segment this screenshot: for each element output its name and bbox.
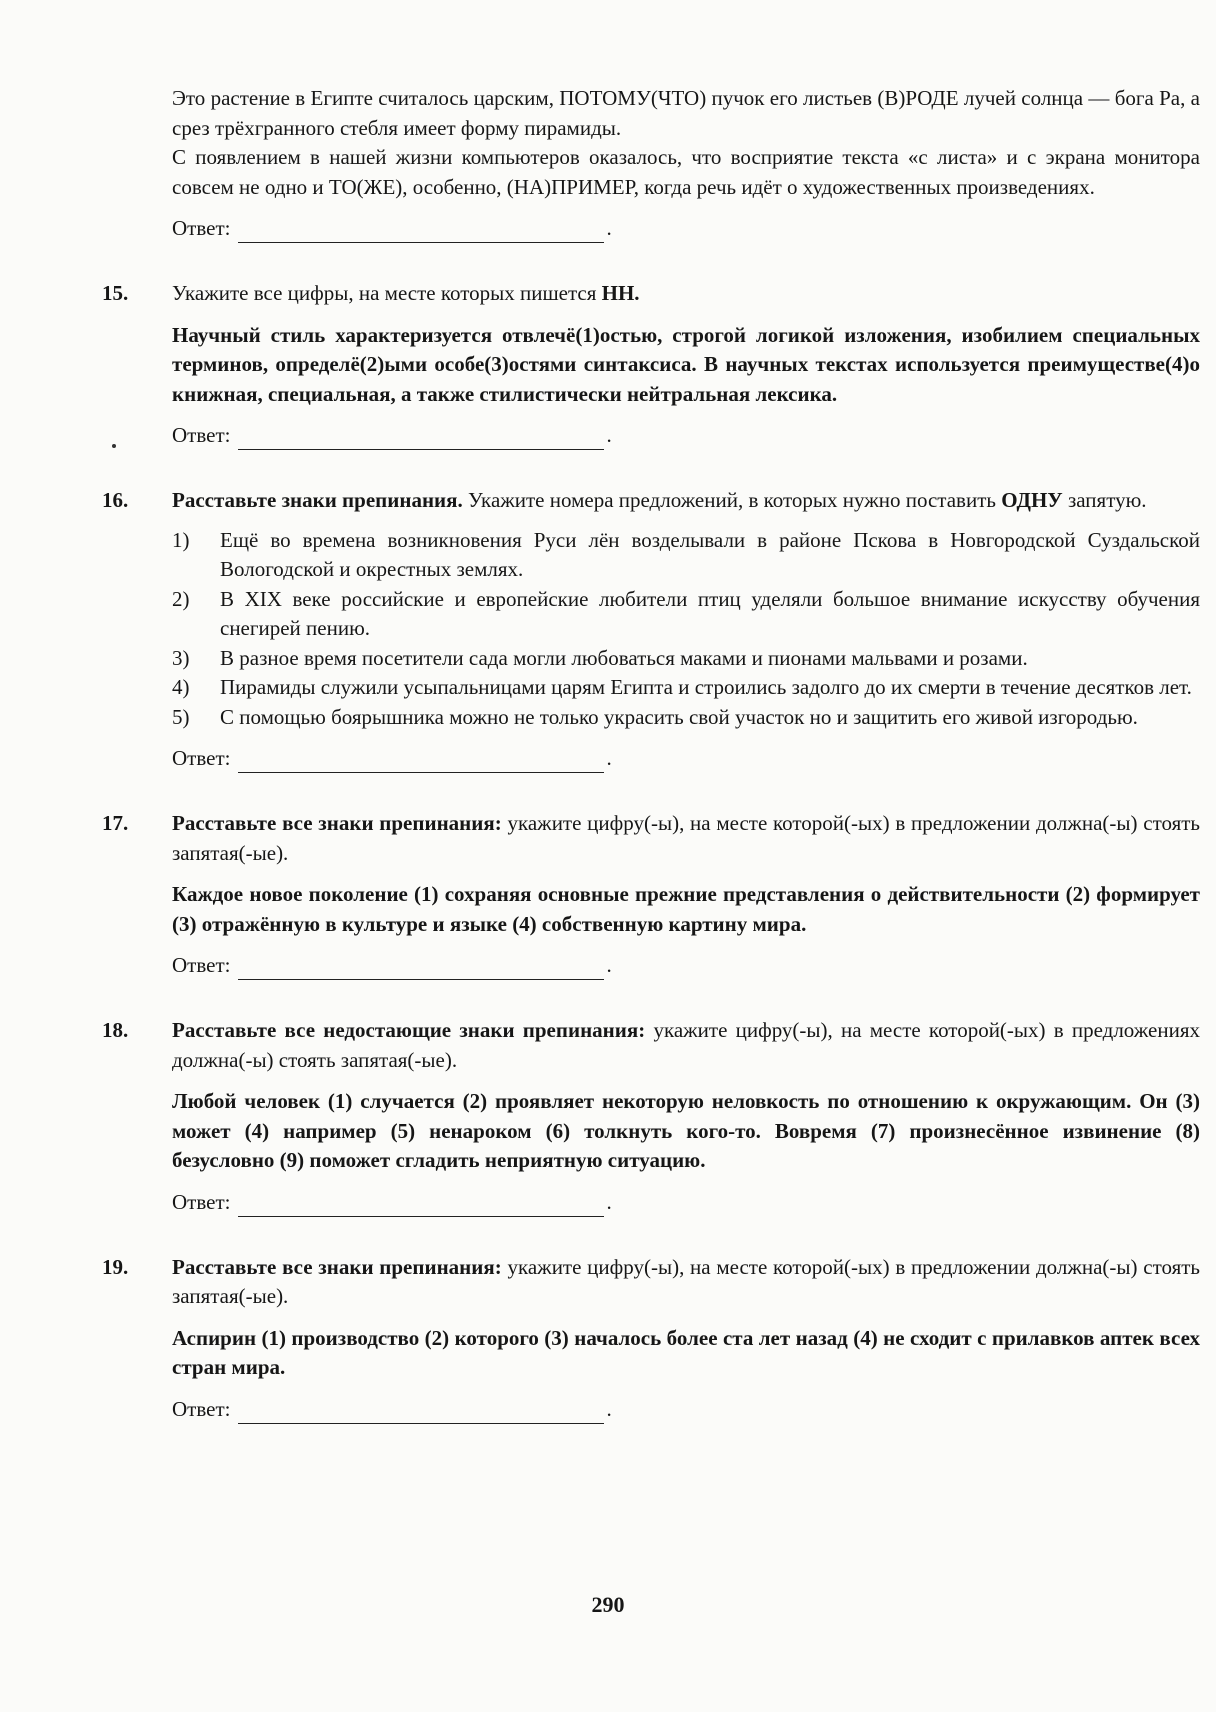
intro-paragraph-1: Это растение в Египте считалось царским, ПОТОМУ(ЧТО) пучок его листьев (В)РОДЕ лучей солнца — бога Ра, а срез трёхгранного стебля имеет форму пирамиды. [172,86,1200,140]
task-body [172,1253,1200,1383]
task-body [172,486,1200,732]
item-number: 3) [172,645,190,670]
answer-label: Ответ: [172,953,231,977]
answer-field[interactable] [238,1401,604,1424]
answer-end: . [606,746,612,770]
answer-end: . [606,1189,612,1214]
task-17 [102,809,1200,939]
instruction-emphasis: Расставьте все знаки препинания: [172,811,502,835]
task-example: Научный стиль характеризуется отвлечё(1)остью, строгой логикой изложения, изобилием специальных терминов, определё(2)ыми особе(3)остями синтаксиса. В научных текстах используется преимуществе(4)о книжная, специальная, а также стилистически нейтральная лексика. [172,322,1200,406]
task-body [172,279,1200,409]
instruction-text: укажите цифру(-ы), на месте которой(-ых) в предложениях должна(-ы) стоять запятая(-ые). [172,1018,1200,1072]
instruction-text-2: запятую. [1062,488,1147,512]
instruction-emphasis: Расставьте все знаки препинания: [172,1254,502,1279]
task-18 [102,1016,1200,1176]
answer-17 [172,951,1200,980]
answer-16 [172,744,1200,773]
answer-label: Ответ: [172,216,231,240]
answer-label: Ответ: [172,1396,231,1421]
task-number: 17. [102,811,129,835]
task-number: 19. [102,1254,129,1279]
answer-field[interactable] [238,427,604,450]
task-body [172,1016,1200,1176]
task-instruction [172,1253,1200,1312]
list-item [172,673,1200,703]
instruction-text: Укажите все цифры, на месте которых пишется [172,281,602,305]
answer-end: . [606,953,612,977]
list-item [172,703,1200,733]
answer-label: Ответ: [172,1189,231,1214]
item-number: 1) [172,527,190,552]
instruction-emphasis: Расставьте знаки препинания. [172,488,463,512]
item-text: Ещё во времена возникновения Руси лён возделывали в районе Пскова в Новгородской Суздальской Вологодской и окрестных землях. [220,527,1200,581]
instruction-text: Укажите номера предложений, в которых нужно поставить [462,488,1002,512]
task-instruction [172,279,1200,309]
answer-label: Ответ: [172,423,231,447]
instruction-emphasis: НН. [601,281,640,305]
content [102,84,1200,1424]
instruction-text: укажите цифру(-ы), на месте которой(-ых) в предложении должна(-ы) стоять запятая(-ые). [172,811,1200,865]
item-text: В разное время посетители сада могли любоваться маками и пионами мальвами и розами. [220,645,1028,670]
item-number: 4) [172,675,190,699]
task-body [172,809,1200,939]
intro-paragraph-2: С появлением в нашей жизни компьютеров оказалось, что восприятие текста «с листа» и с экрана монитора совсем не одно и ТО(ЖЕ), особенно, (НА)ПРИМЕР, когда речь идёт о художественных произведениях. [172,145,1200,199]
task-example: Аспирин (1) производство (2) которого (3) началось более ста лет назад (4) не сходит с прилавков аптек всех стран мира. [172,1325,1200,1379]
task-instruction [172,809,1200,868]
answer-18 [172,1188,1200,1217]
item-text: С помощью боярышника можно не только украсить свой участок но и защитить его живой изгородью. [220,704,1138,729]
answer-field[interactable] [238,750,604,773]
answer-field[interactable] [238,957,604,980]
answer-end: . [606,216,612,240]
task-14-tail [172,84,1200,202]
item-number: 2) [172,586,190,611]
answer-field[interactable] [238,220,604,243]
instruction-text: укажите цифру(-ы), на месте которой(-ых) в предложении должна(-ы) стоять запятая(-ые). [172,1254,1200,1308]
sentence-list [172,526,1200,733]
task-instruction [172,1016,1200,1075]
answer-end: . [606,423,612,447]
task-15 [102,279,1200,409]
task-instruction [172,486,1200,516]
item-number: 5) [172,704,190,729]
task-example: Любой человек (1) случается (2) проявляет некоторую неловкость по отношению к окружающим. Он (3) может (4) например (5) ненароком (6) толкнуть кого-то. Вовремя (7) произнесённое извинение (8) безусловно (9) поможет сгладить неприятную ситуацию. [172,1089,1200,1172]
page-number: 290 [591,1592,625,1617]
task-number: 15. [102,281,129,305]
list-item [172,644,1200,674]
task-19 [102,1253,1200,1383]
task-16 [102,486,1200,732]
instruction-emphasis-2: ОДНУ [1001,488,1063,512]
answer-14 [172,214,1200,243]
task-example: Каждое новое поколение (1) сохраняя основные прежние представления о действительности (2) формирует (3) отражённую в культуре и языке (4) собственную картину мира. [172,882,1200,936]
task-number: 18. [102,1018,129,1042]
list-item [172,526,1200,585]
task-number: 16. [102,488,129,512]
item-text: В XIX веке российские и европейские любители птиц уделяли большое внимание искусству обучения снегирей пению. [220,586,1200,640]
answer-19 [172,1395,1200,1424]
item-text: Пирамиды служили усыпальницами царям Египта и строились задолго до их смерти в течение десятков лет. [220,675,1192,699]
scan-speck [112,444,116,448]
answer-label: Ответ: [172,746,231,770]
list-item [172,585,1200,644]
answer-end: . [606,1396,612,1421]
instruction-emphasis: Расставьте все недостающие знаки препинания: [172,1018,646,1042]
answer-15 [172,421,1200,450]
answer-field[interactable] [238,1194,604,1217]
